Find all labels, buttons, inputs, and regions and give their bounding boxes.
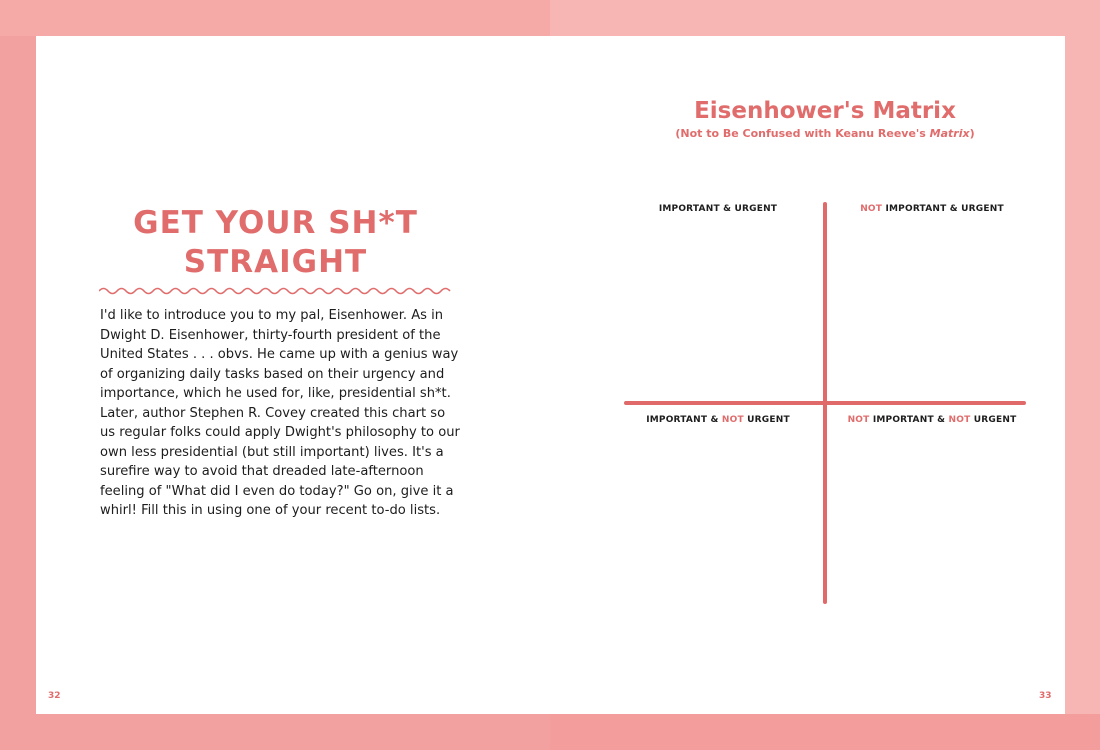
intro-paragraph: I'd like to introduce you to my pal, Eisenhower. As in Dwight D. Eisenhower, thirty-fourth president of the United States . . . obvs. He came up with a genius way of organizing daily tasks based on their urgency and importance, which he used for, like, presidential sh*t. Later, author Stephen R. Covey created this chart so us regular folks could apply Dwight's philosophy to our own less presidential (but still important) lives. It's a surefire way to avoid that dreaded late-afternoon feeling of "What did I even do today?" Go on, give it a whirl! Fill this in using one of your recent to-do lists. [100, 308, 460, 518]
matrix-horizontal-axis [624, 401, 1026, 405]
quadrant-text: URGENT [743, 415, 790, 425]
quadrant-label-important-not-urgent [618, 415, 818, 425]
squiggle-path [99, 289, 450, 294]
quadrant-text: URGENT [970, 415, 1017, 425]
quadrant-text: IMPORTANT & [646, 415, 722, 425]
not-highlight: NOT [721, 415, 744, 425]
title-line-2: STRAIGHT [183, 244, 368, 280]
matrix-subtitle [625, 127, 1025, 141]
quadrant-text: IMPORTANT & URGENT [658, 204, 778, 214]
title-line-1: GET YOUR SH*T [133, 205, 418, 241]
quadrant-label-important-urgent [618, 204, 818, 214]
not-highlight: NOT [860, 204, 883, 214]
frame-top-left [0, 0, 550, 36]
quadrant-label-not-important-not-urgent [832, 415, 1032, 425]
subtitle-prefix: (Not to Be Confused with Keanu Reeve's [675, 127, 930, 140]
quadrant-text: IMPORTANT & [869, 415, 949, 425]
book-spread [36, 36, 1065, 714]
squiggle-divider [99, 286, 451, 296]
not-highlight: NOT [847, 415, 870, 425]
page-number-left: 32 [48, 691, 61, 701]
matrix-title: Eisenhower's Matrix [694, 98, 956, 124]
quadrant-text: IMPORTANT & URGENT [882, 204, 1004, 214]
subtitle-suffix: ) [969, 127, 975, 140]
frame-bottom-right [550, 714, 1100, 750]
page-title [98, 204, 453, 282]
not-highlight: NOT [948, 415, 971, 425]
quadrant-label-not-important-urgent [832, 204, 1032, 214]
page-number-right: 33 [1039, 691, 1052, 701]
subtitle-italic: Matrix [929, 127, 970, 140]
